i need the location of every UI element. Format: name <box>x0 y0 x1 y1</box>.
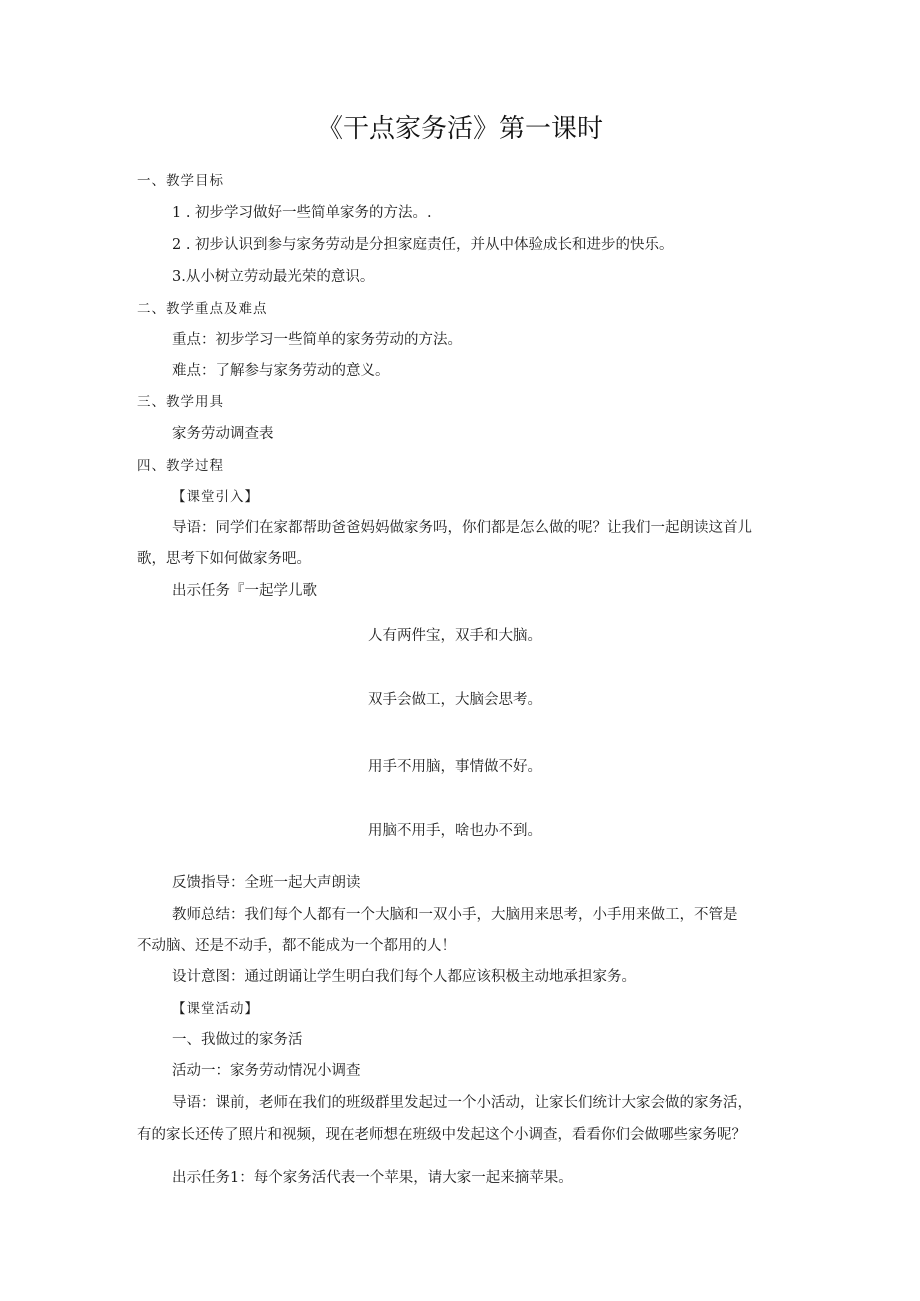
design-intent-text: 设计意图：通过朗诵让学生明白我们每个人都应该积极主动地承担家务。 <box>172 969 636 985</box>
difficult-point-text: 难点：了解参与家务劳动的意义。 <box>172 363 390 379</box>
activity-one-title: 活动一：家务劳动情况小调查 <box>172 1063 361 1079</box>
summary-line-2: 不动脑、还是不动手，都不能成为一个都用的人！ <box>137 938 456 954</box>
key-point-text: 重点：初步学习一些简单的家务劳动的方法。 <box>172 332 462 348</box>
poem-line-3: 用手不用脑，事情做不好。 <box>368 759 542 775</box>
activity-guide-line-1: 导语：课前，老师在我们的班级群里发起过一个小活动，让家长们统计大家会做的家务活， <box>172 1095 752 1111</box>
task-show-text: 出示任务『一起学儿歌 <box>172 583 317 599</box>
objective-item-1: 1 . 初步学习做好一些简单家务的方法。. <box>172 205 432 221</box>
section-heading-tools: 三、教学用具 <box>137 394 224 410</box>
activity-heading: 【课堂活动】 <box>172 1001 259 1017</box>
intro-guide-line-2: 歌，思考下如何做家务吧。 <box>137 551 311 567</box>
activity-subheading: 一、我做过的家务活 <box>172 1032 303 1048</box>
objective-item-3: 3.从小树立劳动最光荣的意识。 <box>172 269 375 285</box>
objective-item-2: 2 . 初步认识到参与家务劳动是分担家庭责任，并从中体验成长和进步的快乐。 <box>172 237 674 253</box>
feedback-text: 反馈指导：全班一起大声朗读 <box>172 875 361 891</box>
poem-line-2: 双手会做工，大脑会思考。 <box>368 692 542 708</box>
summary-line-1: 教师总结：我们每个人都有一个大脑和一双小手，大脑用来思考，小手用来做工，不管是 <box>172 907 738 923</box>
section-heading-objectives: 一、教学目标 <box>137 173 224 189</box>
poem-line-4: 用脑不用手，啥也办不到。 <box>368 823 542 839</box>
intro-heading: 【课堂引入】 <box>172 489 259 505</box>
task-1-text: 出示任务1：每个家务活代表一个苹果，请大家一起来摘苹果。 <box>172 1170 573 1186</box>
poem-line-1: 人有两件宝，双手和大脑。 <box>368 628 542 644</box>
intro-guide-line-1: 导语：同学们在家都帮助爸爸妈妈做家务吗，你们都是怎么做的呢？让我们一起朗读这首儿 <box>172 520 752 536</box>
activity-guide-line-2: 有的家长还传了照片和视频，现在老师想在班级中发起这个小调查，看看你们会做哪些家务呢？ <box>137 1127 746 1143</box>
document-title: 《干点家务活》第一课时 <box>316 114 603 144</box>
section-heading-key-points: 二、教学重点及难点 <box>137 301 268 317</box>
tool-text: 家务劳动调查表 <box>172 426 274 442</box>
section-heading-process: 四、教学过程 <box>137 458 224 474</box>
